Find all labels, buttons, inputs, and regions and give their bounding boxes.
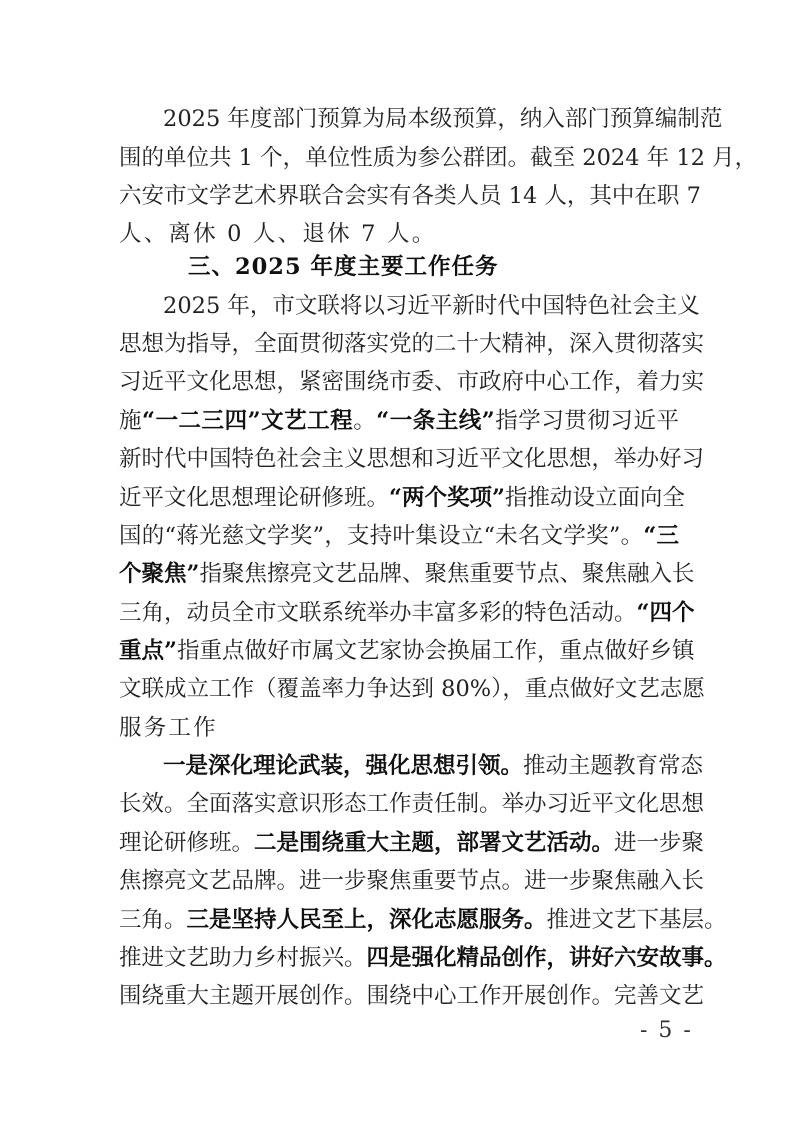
paragraph2-line-6: [119, 480, 685, 516]
text-run: 国的“蒋光慈文学奖”，支持叶集设立“未名文学奖”。: [119, 523, 644, 549]
section-heading: 三、2025 年度主要工作任务: [188, 254, 499, 280]
bold-run: 四是强化精品创作，讲好六安故事。: [366, 945, 727, 971]
bold-run: 三是坚持人民至上，深化志愿服务。: [186, 907, 547, 933]
bold-run: “两个奖项”: [389, 485, 505, 511]
paragraph1-line-2: 围的单位共 1 个，单位性质为参公群团。截至 2024 年 12 月，: [119, 145, 758, 171]
bold-run: 重点”: [119, 638, 177, 664]
paragraph2-line-11: 文联成立工作（覆盖率力争达到 80%），重点做好文艺志愿: [119, 676, 705, 702]
paragraph3-line-6: [119, 940, 727, 976]
text-run: 近平文化思想理论研修班。: [119, 485, 390, 511]
bold-run: 二是围绕重大主题，部署文艺活动。: [254, 830, 615, 856]
paragraph1-line-3: 六安市文学艺术界联合会实有各类人员 14 人，其中在职 7: [119, 183, 701, 209]
paragraph2-line-1: 2025 年，市文联将以习近平新时代中国特色社会主义: [163, 293, 700, 319]
paragraph2-line-3: 习近平文化思想，紧密围绕市委、市政府中心工作，着力实: [119, 369, 705, 395]
bold-run: 个聚焦”: [119, 561, 200, 587]
bold-run: “四个: [636, 600, 695, 626]
text-run: 进一步聚: [614, 830, 705, 856]
text-run: 施: [119, 408, 143, 434]
text-run: 推动主题教育常态: [523, 753, 704, 779]
paragraph2-line-8: [119, 556, 695, 592]
bold-run: “一二三四”文艺工程: [142, 408, 354, 434]
bold-run: 一是深化理论武装，强化思想引领。: [163, 753, 524, 779]
paragraph2-line-12: 服务工作: [119, 715, 218, 741]
text-run: 三角，动员全市文联系统举办丰富多彩的特色活动。: [119, 600, 637, 626]
text-run: 指重点做好市属文艺家协会换届工作，重点做好乡镇: [176, 638, 695, 664]
paragraph3-line-1: [163, 748, 704, 784]
bold-run: “三: [643, 523, 679, 549]
paragraph3-line-4: 焦擦亮文艺品牌。进一步聚焦重要节点。进一步聚焦融入长: [119, 868, 705, 894]
text-run: 推进文艺下基层。: [546, 907, 727, 933]
paragraph3-line-5: [119, 902, 727, 938]
text-run: 指聚焦擦亮文艺品牌、聚焦重要节点、聚焦融入长: [199, 561, 695, 587]
paragraph3-line-3: [119, 825, 705, 861]
text-run: 推进文艺助力乡村振兴。: [119, 945, 367, 971]
bold-run: “一条主线”: [376, 408, 495, 434]
text-run: 指学习贯彻习近平: [494, 408, 679, 434]
paragraph2-line-2: 思想为指导，全面贯彻落实党的二十大精神，深入贯彻落实: [119, 331, 705, 357]
paragraph1-line-4: 人、离休 0 人、退休 7 人。: [119, 221, 437, 247]
text-run: 。: [353, 408, 377, 434]
paragraph2-line-9: [119, 595, 695, 631]
paragraph2-line-5: 新时代中国特色社会主义思想和习近平文化思想，举办好习: [119, 446, 705, 472]
page-number: - 5 -: [640, 1018, 693, 1043]
paragraph2-line-10: [119, 633, 695, 669]
paragraph3-line-2: 长效。全面落实意识形态工作责任制。举办习近平文化思想: [119, 791, 705, 817]
paragraph3-line-7: 围绕重大主题开展创作。围绕中心工作开展创作。完善文艺: [119, 983, 705, 1009]
paragraph2-line-7: [119, 518, 679, 554]
text-run: 指推动设立面向全: [504, 485, 685, 511]
paragraph2-line-4: [119, 403, 679, 439]
text-run: 理论研修班。: [119, 830, 255, 856]
text-run: 三角。: [119, 907, 187, 933]
paragraph1-line-1: 2025 年度部门预算为局本级预算，纳入部门预算编制范: [163, 106, 723, 132]
